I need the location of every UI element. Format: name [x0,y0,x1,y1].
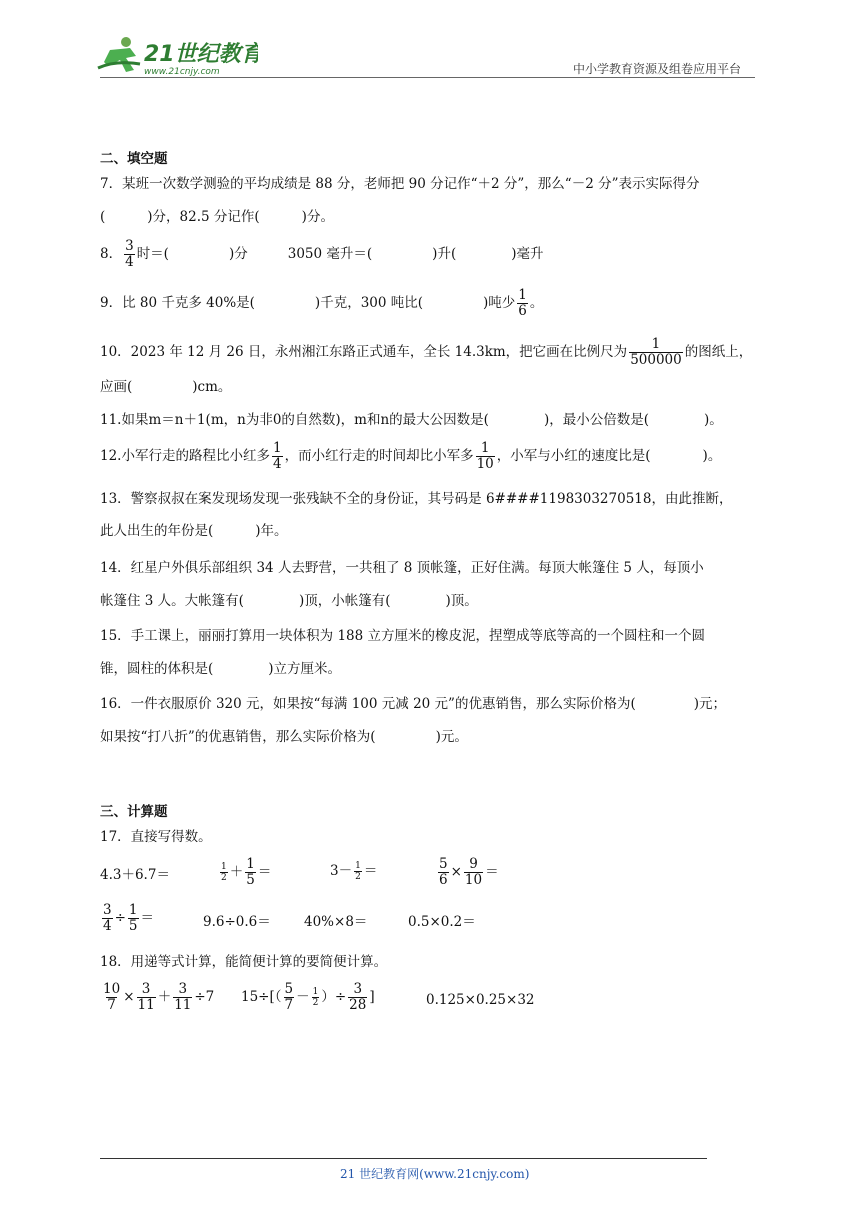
fraction: $\frac{1}{10}$ [476,440,494,472]
question-9: 9．比 80 千克多 40%是( )千克，300 吨比( )吨少 $\frac{1}{6}$ 。 [100,287,544,319]
question-14-line-1: 14．红星户外俱乐部组织 34 人去野营，一共租了 8 顶帐篷，正好住满。每顶大帐篷住 5 人，每顶小 [100,560,704,576]
q17-expr-2: $\frac{1}{2}$ ＋ $\frac{1}{5}$ ＝ [221,856,272,888]
site-logo [96,34,258,78]
q17-expr-6: 9.6÷0.6＝ [203,914,271,930]
svg-text:21世纪教育: 21世纪教育 [144,42,258,67]
question-15-line-2: 锥，圆柱的体积是( )立方厘米。 [100,661,342,677]
question-7-line-1: 7．某班一次数学测验的平均成绩是 88 分，老师把 90 分记作“＋2 分”，那么“－2 分”表示实际得分 [100,176,700,192]
question-15-line-1: 15．手工课上，丽丽打算用一块体积为 188 立方厘米的橡皮泥，捏塑成等底等高的一个圆柱和一个圆 [100,628,706,644]
question-8: 8． $\frac{3}{4}$ 时＝( )分 3050 毫升＝( )升( )毫升 [100,238,544,270]
section-title-calculation: 三、计算题 [100,804,168,820]
question-10-line-1: 10．2023 年 12 月 26 日，永州湘江东路正式通车，全长 14.3km，把它画在比例尺为 $\frac{1}{500000}$ 的图纸上， [100,336,753,368]
question-13-line-2: 此人出生的年份是( )年。 [100,523,288,539]
q17-expr-4: $\frac{5}{6}$ × $\frac{9}{10}$ ＝ [439,856,499,888]
question-13-line-1: 13．警察叔叔在案发现场发现一张残缺不全的身份证，其号码是 6####1198303270518，由此推断， [100,491,733,507]
q17-expr-3: 3－ $\frac{1}{2}$ ＝ [330,861,378,882]
fraction: $\frac{3}{4}$ [125,238,134,270]
fraction: $\frac{1}{500000}$ [630,336,682,368]
runner-logo-icon [96,34,258,78]
q18-expr-3: 0.125×0.25×32 [426,992,535,1008]
header-divider [100,77,755,78]
section-title-fill-blank: 二、填空题 [100,151,168,167]
footer-divider [100,1158,707,1159]
q18-expr-2: 15÷[（ $\frac{5}{7}$ － $\frac{1}{2}$ ）÷ $\frac{3}{28}$ ] [241,981,375,1013]
question-14-line-2: 帐篷住 3 人。大帐篷有( )顶，小帐篷有( )顶。 [100,593,478,609]
footer-text: 21 世纪教育网(www.21cnjy.com) [340,1167,530,1181]
q17-expr-5: $\frac{3}{4}$ ÷ $\frac{1}{5}$ ＝ [103,902,154,934]
header-slogan: 中小学教育资源及组卷应用平台 [573,62,742,76]
question-18-title: 18．用递等式计算，能简便计算的要简便计算。 [100,954,388,970]
question-10-line-2: 应画( )cm。 [100,379,232,395]
question-11: 11.如果m＝n＋1(m，n为非0的自然数)，m和n的最大公因数是( )，最小公倍数是( )。 [100,412,723,428]
q18-expr-1: $\frac{10}{7}$ × $\frac{3}{11}$ ＋ $\frac{3}{11}$ ÷7 [103,981,215,1013]
question-16-line-2: 如果按“打八折”的优惠销售，那么实际价格为( )元。 [100,729,468,745]
fraction: $\frac{1}{4}$ [272,440,282,472]
question-16-line-1: 16．一件衣服原价 320 元，如果按“每满 100 元减 20 元”的优惠销售，那么实际价格为( )元； [100,696,726,712]
question-7-line-2: ( )分，82.5 分记作( )分。 [100,209,334,225]
fraction: $\frac{1}{6}$ [518,287,527,319]
question-17-title: 17．直接写得数。 [100,829,212,845]
q17-expr-7: 40%×8＝ [304,914,368,930]
question-12: 12.小军行走的路程比小红多 $\frac{1}{4}$ ，而小红行走的时间却比小军多 $\frac{1}{10}$ ，小军与小红的速度比是( )。 [100,440,722,472]
svg-text:www.21cnjy.com: www.21cnjy.com [144,67,220,77]
q17-expr-1: 4.3＋6.7＝ [100,867,170,883]
q17-expr-8: 0.5×0.2＝ [408,914,476,930]
